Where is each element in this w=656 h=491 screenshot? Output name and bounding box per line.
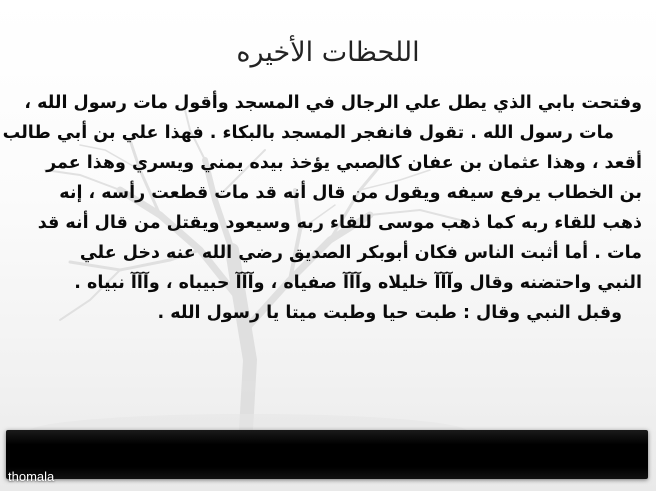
body-line: أقعد ، وهذا عثمان بن عفان كالصبي يؤخذ بيده يمني ويسري وهذا عمر	[46, 153, 642, 173]
slide-body-text	[2, 88, 642, 328]
body-line: وفتحت بابي الذي يطل علي الرجال في المسجد وأقول مات رسول الله ،	[24, 93, 642, 113]
body-line: بن الخطاب يرفع سيفه ويقول من قال أنه قد مات قطعت رأسه ، إنه	[59, 183, 642, 203]
footer-bar	[6, 430, 648, 479]
body-line: النبي واحتضنه وقال وآآآ خليلاه وآآآ صفياه ، وآآآ حبيباه ، وآآآ نبياه .	[74, 273, 642, 293]
slide-title: اللحظات الأخيره	[236, 37, 420, 68]
body-line: مات . أما أثبت الناس فكان أبوبكر الصديق رضي الله عنه دخل علي	[79, 243, 642, 263]
watermark-text: thomala	[8, 469, 55, 484]
body-line: ذهب للقاء ربه كما ذهب موسى للقاء ربه وسيعود ويقتل من قال أنه قد	[37, 213, 642, 233]
body-line: مات رسول الله . تقول فانفجر المسجد بالبكاء . فهذا علي بن أبي طالب	[2, 123, 614, 143]
body-line: وقبل النبي وقال : طبت حيا وطبت ميتا يا رسول الله .	[157, 303, 622, 323]
